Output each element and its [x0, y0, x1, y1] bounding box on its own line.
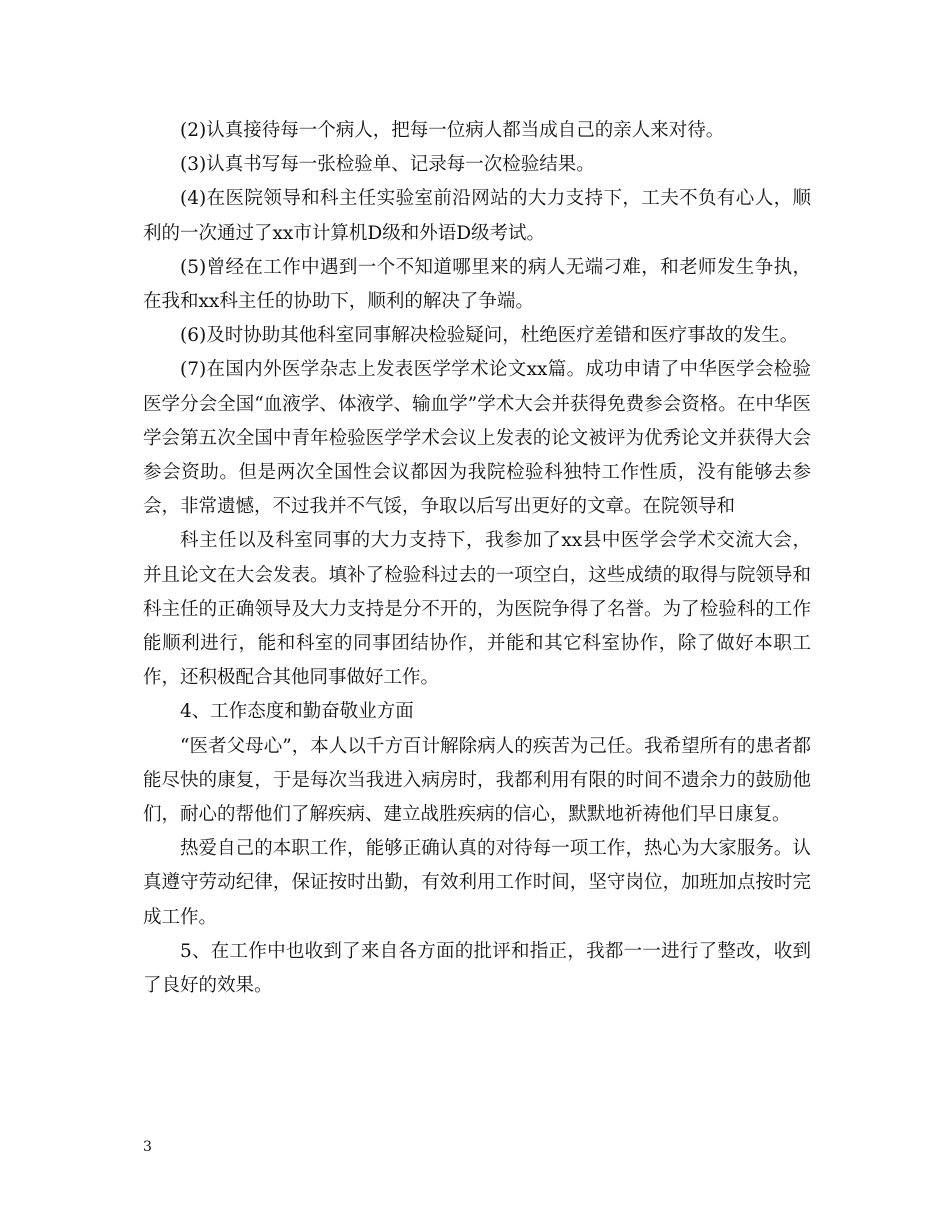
paragraph-item-7: (7)在国内外医学杂志上发表医学学术论文xx篇。成功申请了中华医学会检验医学分会全国“血液学、体液学、输血学”学术大会并获得免费参会资格。在中华医学会第五次全国中青年检验医学学术会议上发表的论文被评为优秀论文并获得大会参会资助。但是两次全国性会议都因为我院检验科独特工作性质，没有能够去参会，非常遗憾，不过我并不气馁，争取以后写出更好的文章。在院领导和: [143, 359, 811, 518]
page-number: 3: [143, 1139, 152, 1155]
paragraph-item-2: (2)认真接待每一个病人，把每一位病人都当成自己的亲人来对待。: [180, 120, 725, 141]
paragraph-doctor-heart: “医者父母心”，本人以千方百计解除病人的疾苦为己任。我希望所有的患者都能尽快的康复，于是每次当我进入病房时，我都利用有限的时间不遗余力的鼓励他们，耐心的帮他们了解疾病、建立战胜疾病的信心，默默地祈祷他们早日康复。: [143, 735, 811, 826]
section-heading-work-attitude: 4、工作态度和勤奋敬业方面: [180, 701, 414, 723]
paragraph-item-4: (4)在医院领导和科主任实验室前沿网站的大力支持下，工夫不负有心人，顺利的一次通过了xx市计算机D级和外语D级考试。: [143, 188, 811, 244]
paragraph-item-3: (3)认真书写每一张检验单、记录每一次检验结果。: [180, 154, 595, 176]
section-criticism: 5、在工作中也收到了来自各方面的批评和指正，我都一一进行了整改，收到了良好的效果。: [143, 940, 811, 997]
paragraph-item-5: (5)曾经在工作中遇到一个不知道哪里来的病人无端刁难，和老师发生争执，在我和xx科主任的协助下，顺利的解决了争端。: [143, 256, 811, 313]
paragraph-item-6: (6)及时协助其他科室同事解决检验疑问，杜绝医疗差错和医疗事故的发生。: [180, 325, 799, 347]
paragraph-continuation: 科主任以及科室同事的大力支持下，我参加了xx县中医学会学术交流大会，并且论文在大会发表。填补了检验科过去的一项空白，这些成绩的取得与院领导和科主任的正确领导及大力支持是分不开的，为医院争得了名誉。为了检验科的工作能顺利进行，能和科室的同事团结协作，并能和其它科室协作，除了做好本职工作，还积极配合其他同事做好工作。: [143, 530, 811, 689]
body-text: [143, 114, 811, 1003]
paragraph-love-work: 热爱自己的本职工作，能够正确认真的对待每一项工作，热心为大家服务。认真遵守劳动纪律，保证按时出勤，有效利用工作时间，坚守岗位，加班加点按时完成工作。: [143, 838, 811, 928]
